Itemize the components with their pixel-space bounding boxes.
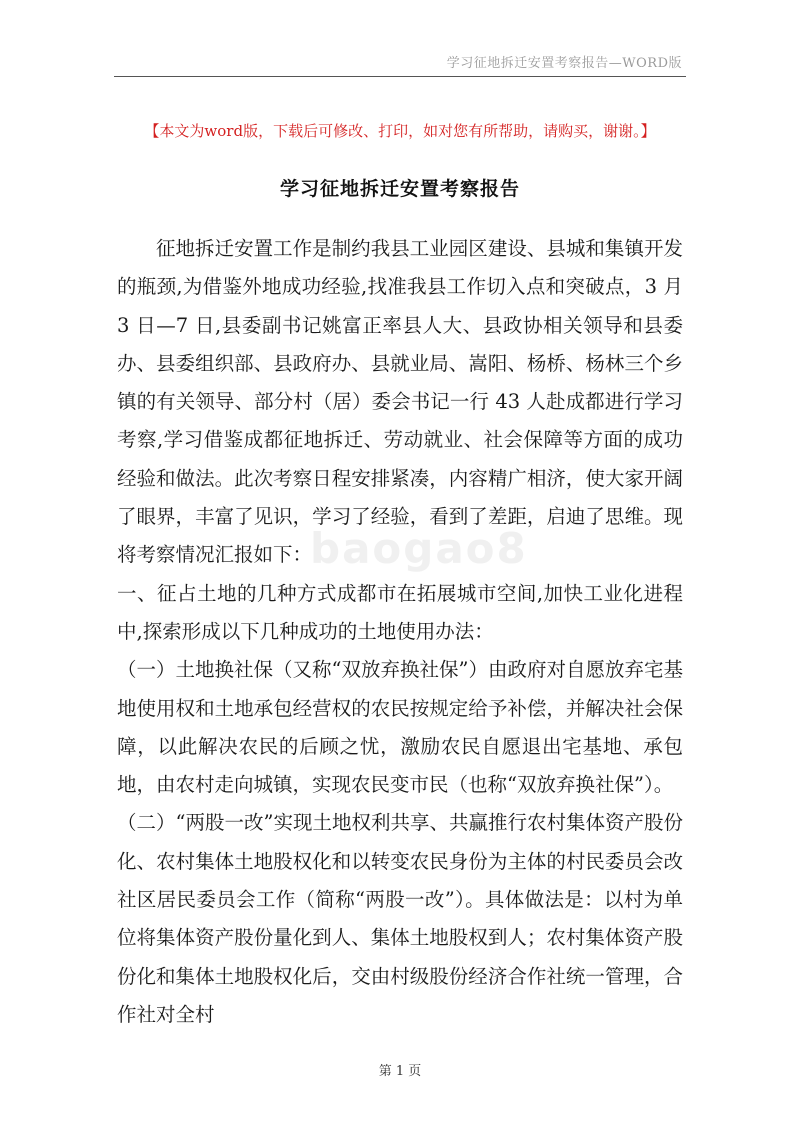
paragraph-item-one: （一）土地换社保（又称“双放弃换社保”）由政府对自愿放弃宅基地使用权和土地承包经营权的农民按规定给予补偿，并解决社会保障，以此解决农民的后顾之忧，激励农民自愿退出宅基地、承包地，由农村走向城镇，实现农民变市民（也称“双放弃换社保”）。 xyxy=(117,658,683,797)
document-title: 学习征地拆迁安置考察报告 xyxy=(279,178,520,200)
paragraph-section-one: 一、征占土地的几种方式成都市在拓展城市空间,加快工业化进程中,探索形成以下几种成功的土地使用办法： xyxy=(117,581,683,643)
header-divider xyxy=(114,76,686,77)
paragraph-intro: 征地拆迁安置工作是制约我县工业园区建设、县城和集镇开发的瓶颈,为借鉴外地成功经验,找准我县工作切入点和突破点，3 月 3 日—7 日,县委副书记姚富正率县人大、县政协相关领导和县委办、县委组织部、县政府办、县就业局、嵩阳、杨桥、杨林三个乡镇的有关领导、部分村（居）委会书记一行 43 人赴成都进行学习考察,学习借鉴成都征地拆迁、劳动就业、社会保障等方面的成功经验和做法。此次考察日程安排紧凑，内容精广相济，使大家开阔了眼界，丰富了见识，学习了经验，看到了差距，启迪了思维。现将考察情况汇报如下： xyxy=(117,237,683,567)
download-notice: 【本文为word版，下载后可修改、打印，如对您有所帮助，请购买，谢谢。】 xyxy=(144,122,656,140)
running-header: 学习征地拆迁安置考察报告—WORD版 xyxy=(446,56,682,71)
watermark-logo: baogao8 xyxy=(310,524,528,573)
paragraph-item-two: （二）“两股一改”实现土地权利共享、共赢推行农村集体资产股份化、农村集体土地股权化和以转变农民身份为主体的村民委员会改社区居民委员会工作（简称“两股一改”）。具体做法是：以村为单位将集体资产股份量化到人、集体土地股权到人；农村集体资产股份化和集体土地股权化后，交由村级股份经济合作社统一管理，合作社对全村 xyxy=(117,811,683,1026)
page-number: 第 1 页 xyxy=(378,1064,422,1079)
document-body xyxy=(117,230,683,1034)
